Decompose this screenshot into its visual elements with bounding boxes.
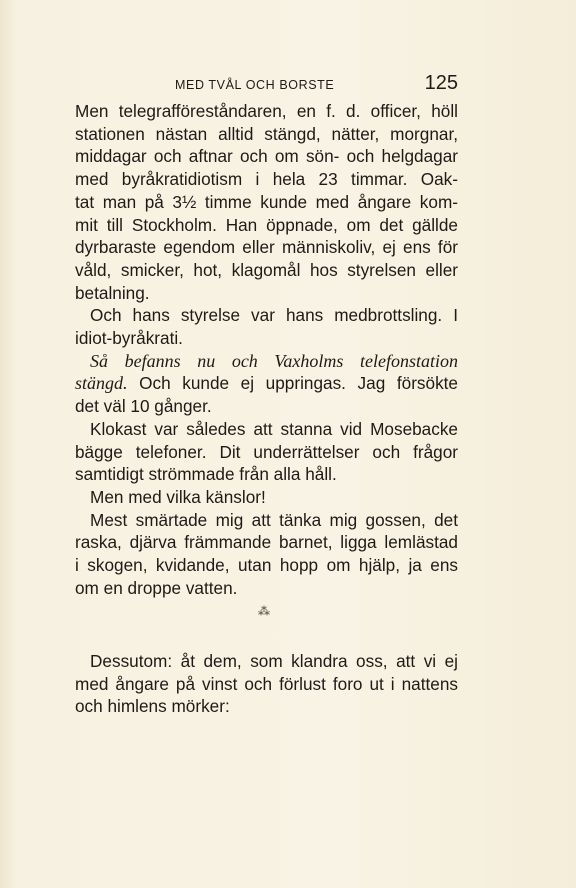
text-line: Dessutom: åt dem, som klandra oss, att vi ej bbox=[90, 651, 458, 671]
text-line bbox=[75, 350, 458, 373]
text-line: och himlens mörker: bbox=[75, 696, 230, 717]
text-line bbox=[75, 372, 458, 395]
text-line: betalning. bbox=[75, 282, 150, 303]
text-line: stationen nästan alltid stängd, nätter, morgnar, bbox=[75, 123, 458, 144]
italic-text: Så befanns nu och Vaxholms telefonstation bbox=[90, 350, 458, 371]
section-ornament: ⁂ bbox=[258, 604, 270, 618]
text-line: samtidigt strömmade från alla håll. bbox=[75, 464, 337, 485]
text-segment: Och kunde ej uppringas. Jag försökte bbox=[127, 373, 458, 394]
text-line: Mest smärtade mig att tänka mig gossen, det bbox=[90, 509, 458, 530]
text-line: med ångare på vinst och förlust foro ut i nattens bbox=[75, 673, 458, 694]
text-line: middagar och aftnar och om sön- och helgdagar bbox=[75, 146, 458, 167]
text-line: dyrbaraste egendom eller människoliv, ej ens för bbox=[75, 237, 458, 258]
text-line: det väl 10 gånger. bbox=[75, 396, 212, 417]
body-text bbox=[75, 100, 458, 599]
text-line: bägge telefoner. Dit underrättelser och frågor bbox=[75, 441, 458, 462]
text-line: med byråkratidiotism i hela 23 timmar. Oak- bbox=[75, 169, 458, 190]
text-line: Men med vilka känslor! bbox=[90, 486, 266, 507]
page-number: 125 bbox=[424, 72, 458, 94]
text-line: tat man på 3½ timme kunde med ångare kom- bbox=[75, 191, 458, 212]
text-line: raska, djärva främmande barnet, ligga lemlästad bbox=[75, 532, 458, 553]
text-line: idiot-byråkrati. bbox=[75, 328, 183, 349]
italic-text: stängd. bbox=[75, 373, 128, 394]
text-line: i skogen, kvidande, utan hopp om hjälp, ja ens bbox=[75, 555, 458, 576]
closing-paragraph bbox=[75, 650, 458, 718]
running-head: MED TVÅL OCH BORSTE bbox=[175, 78, 335, 92]
text-line: våld, smicker, hot, klagomål hos styrelsen eller bbox=[75, 259, 458, 280]
text-line: Klokast var således att stanna vid Mosebacke bbox=[90, 418, 458, 439]
text-line: mit till Stockholm. Han öppnade, om det gällde bbox=[75, 214, 458, 235]
page-header bbox=[75, 72, 458, 100]
text-line: Och hans styrelse var hans medbrottsling. I bbox=[90, 305, 458, 326]
text-line: om en droppe vatten. bbox=[75, 577, 238, 598]
text-line: Men telegrafföreståndaren, en f. d. officer, höll bbox=[75, 101, 458, 121]
